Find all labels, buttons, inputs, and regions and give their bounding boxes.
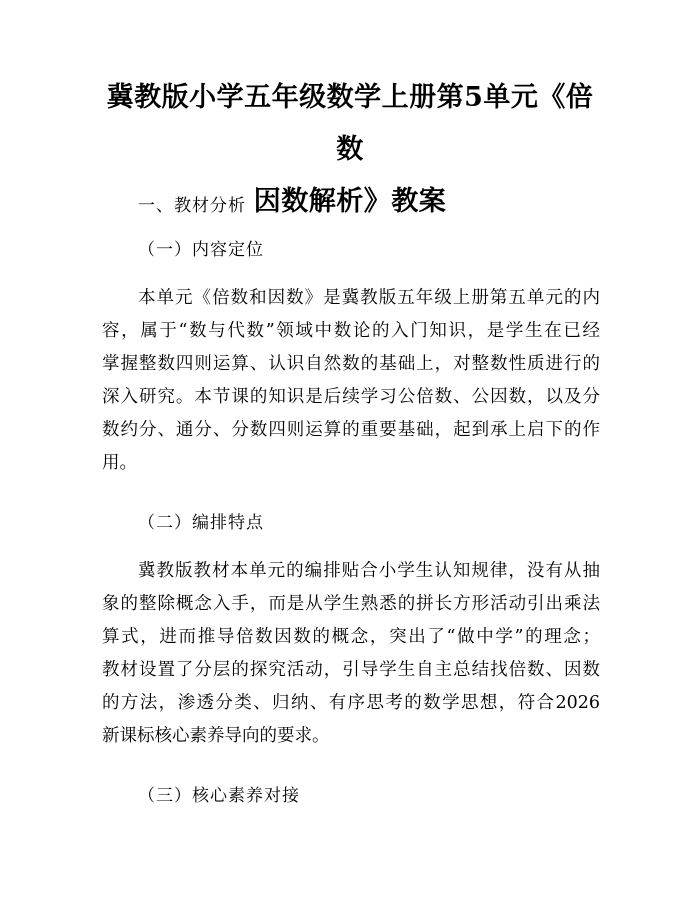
paragraph-line: 深入研究。本节课的知识是后续学习公倍数、公因数，以及分 bbox=[102, 387, 600, 407]
subsection-heading-arrangement-features: （二）编排特点 bbox=[138, 513, 264, 533]
paragraph-content-positioning bbox=[102, 282, 600, 480]
title-line-2: 因数解析》教案 bbox=[253, 186, 447, 217]
subsection-heading-core-literacy: （三）核心素养对接 bbox=[138, 786, 300, 806]
paragraph-arrangement-features bbox=[102, 555, 600, 753]
paragraph-line: 数约分、通分、分数四则运算的重要基础，起到承上启下的作 bbox=[102, 420, 600, 440]
section-heading-materials-analysis: 一、教材分析 bbox=[138, 196, 246, 216]
paragraph-line: 冀教版教材本单元的编排贴合小学生认知规律，没有从抽 bbox=[138, 561, 600, 581]
paragraph-line: 容，属于“数与代数”领域中数论的入门知识，是学生在已经 bbox=[102, 321, 600, 341]
paragraph-line: 掌握整数四则运算、认识自然数的基础上，对整数性质进行的 bbox=[102, 354, 600, 374]
paragraph-line: 本单元《倍数和因数》是冀教版五年级上册第五单元的内 bbox=[138, 288, 600, 308]
paragraph-line: 象的整除概念入手，而是从学生熟悉的拼长方形活动引出乘法 bbox=[102, 594, 600, 614]
subsection-heading-content-positioning: （一）内容定位 bbox=[138, 240, 264, 260]
paragraph-line: 的方法，渗透分类、归纳、有序思考的数学思想，符合2026 bbox=[102, 693, 600, 713]
paragraph-line: 新课标核心素养导向的要求。 bbox=[102, 726, 330, 746]
title-line-1: 冀教版小学五年级数学上册第5单元《倍数 bbox=[106, 82, 594, 165]
paragraph-line: 教材设置了分层的探究活动，引导学生自主总结找倍数、因数 bbox=[102, 660, 600, 680]
paragraph-line: 算式，进而推导倍数因数的概念，突出了“做中学”的理念； bbox=[102, 627, 600, 647]
paragraph-line: 用。 bbox=[102, 453, 137, 473]
